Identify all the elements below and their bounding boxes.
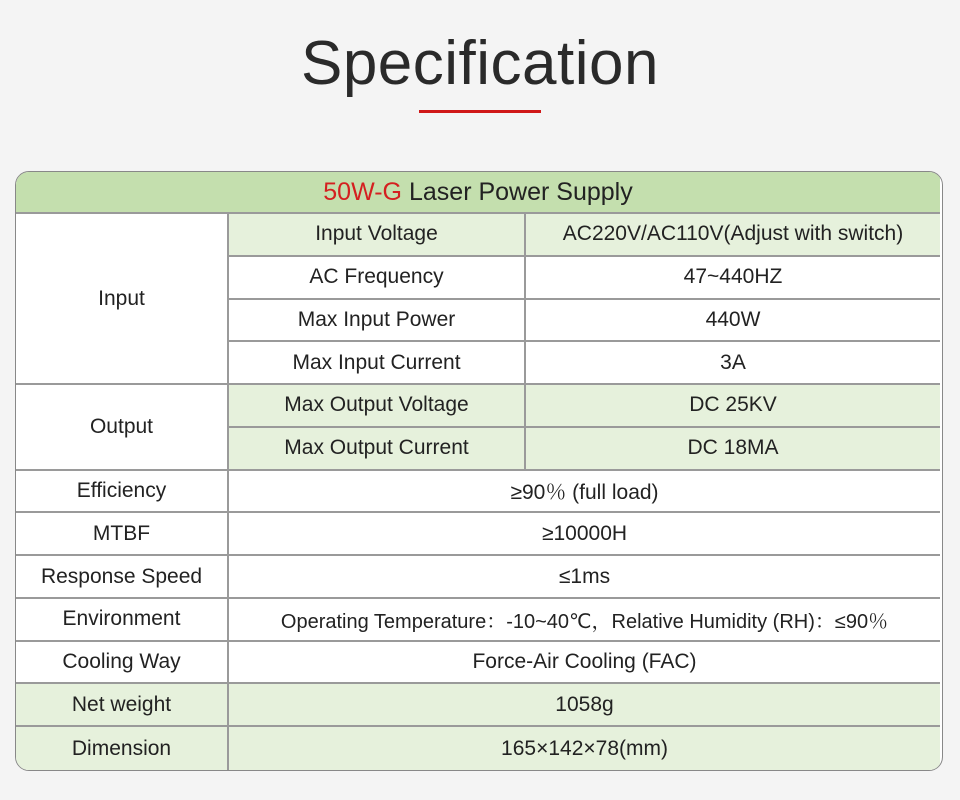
row-value-max-output-voltage: DC 25KV bbox=[526, 385, 940, 428]
table-header bbox=[16, 172, 940, 214]
title-underline bbox=[419, 110, 541, 113]
row-value-dimension: 165×142×78(mm) bbox=[229, 727, 940, 770]
row-label-input-voltage: Input Voltage bbox=[229, 214, 526, 257]
row-value-response-speed: ≤1ms bbox=[229, 556, 940, 599]
row-value-max-input-current: 3A bbox=[526, 342, 940, 385]
row-label-dimension: Dimension bbox=[16, 727, 229, 770]
group-label-output: Output bbox=[16, 385, 229, 471]
row-value-max-output-current: DC 18MA bbox=[526, 428, 940, 471]
row-label-max-input-current: Max Input Current bbox=[229, 342, 526, 385]
page-title: Specification bbox=[300, 29, 660, 98]
row-label-efficiency: Efficiency bbox=[16, 471, 229, 514]
row-value-mtbf: ≥10000H bbox=[229, 513, 940, 556]
row-label-mtbf: MTBF bbox=[16, 513, 229, 556]
row-value-input-voltage: AC220V/AC110V(Adjust with switch) bbox=[526, 214, 940, 257]
spec-table bbox=[15, 171, 943, 771]
row-value-cooling-way: Force-Air Cooling (FAC) bbox=[229, 642, 940, 685]
row-label-cooling-way: Cooling Way bbox=[16, 642, 229, 685]
row-label-max-input-power: Max Input Power bbox=[229, 300, 526, 343]
row-label-environment: Environment bbox=[16, 599, 229, 642]
row-value-environment: Operating Temperature：-10~40℃，Relative Humidity (RH)：≤90％ bbox=[229, 599, 940, 642]
row-label-response-speed: Response Speed bbox=[16, 556, 229, 599]
row-value-max-input-power: 440W bbox=[526, 300, 940, 343]
row-label-max-output-current: Max Output Current bbox=[229, 428, 526, 471]
header-model: 50W-G bbox=[323, 177, 402, 206]
row-value-ac-frequency: 47~440HZ bbox=[526, 257, 940, 300]
header-title: Laser Power Supply bbox=[409, 177, 633, 206]
group-label-input: Input bbox=[16, 214, 229, 385]
row-label-max-output-voltage: Max Output Voltage bbox=[229, 385, 526, 428]
row-label-ac-frequency: AC Frequency bbox=[229, 257, 526, 300]
row-label-net-weight: Net weight bbox=[16, 684, 229, 727]
row-value-efficiency: ≥90％ (full load) bbox=[229, 471, 940, 514]
row-value-net-weight: 1058g bbox=[229, 684, 940, 727]
